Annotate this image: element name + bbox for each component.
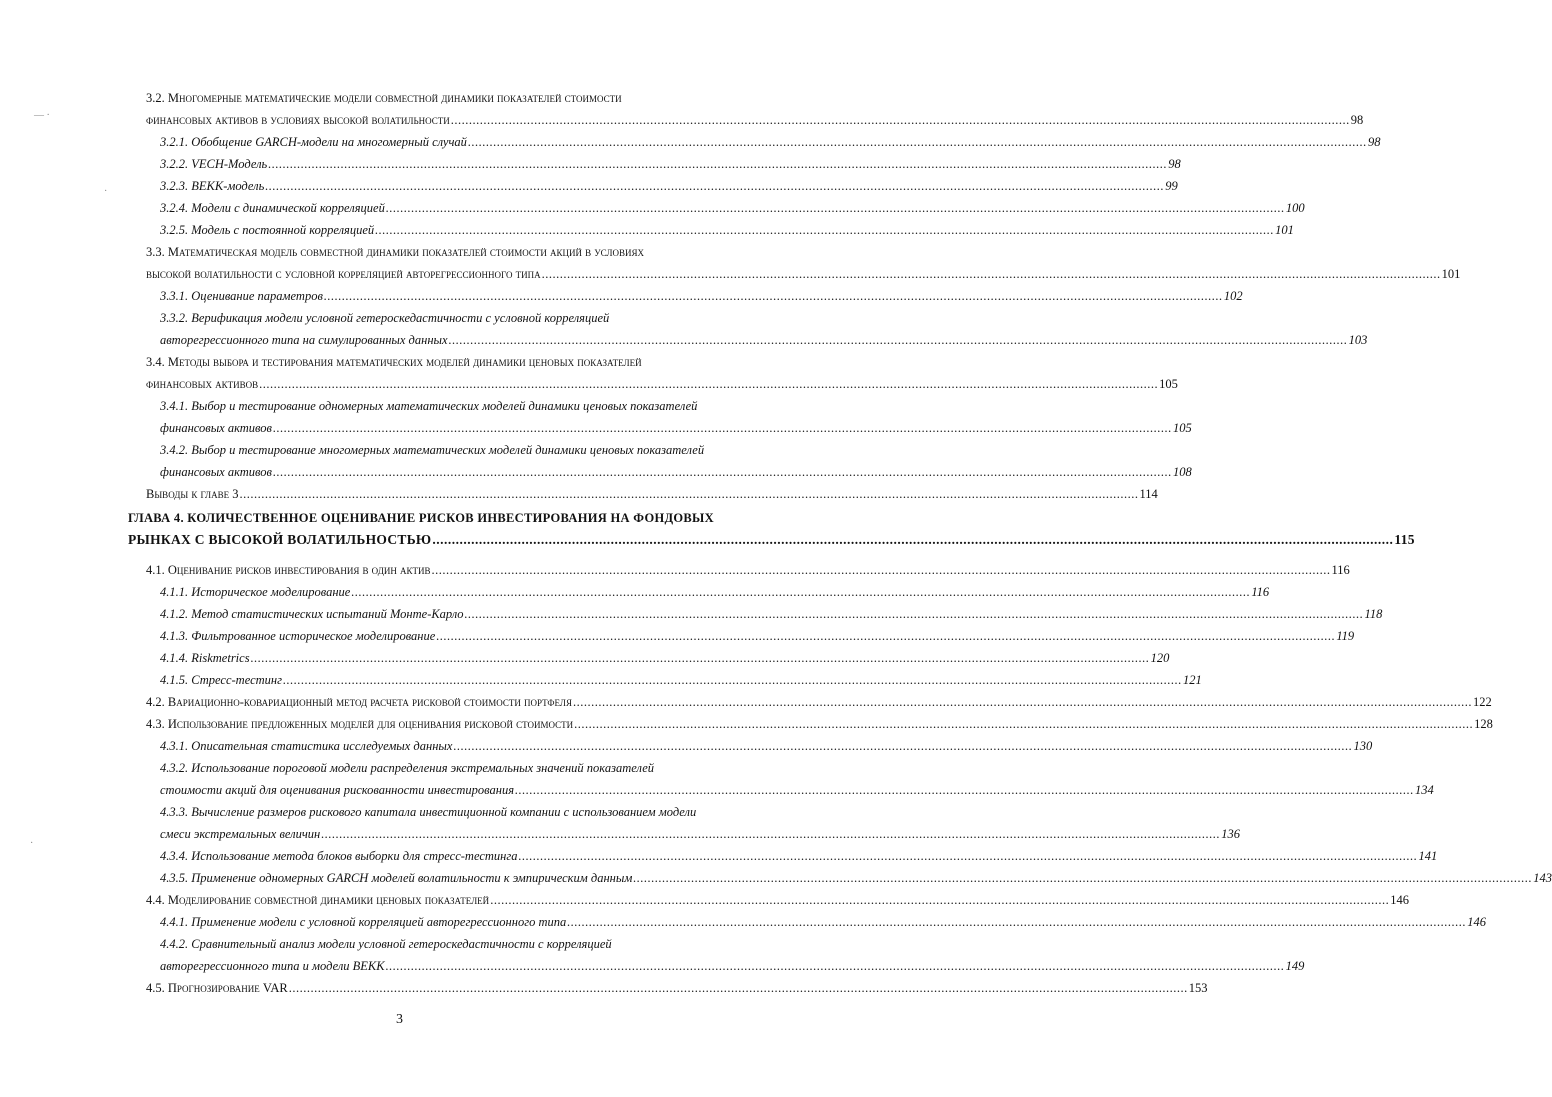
- toc-entry-3-2-4: 3.2.4. Модели с динамической корреляцией ..... 100: [160, 200, 712, 216]
- toc-entry-chapter-3-conclusions: Выводы к главе 3 ..... 114: [146, 486, 712, 502]
- toc-entry-3-4-line1: 3.4. Методы выбора и тестирования математических моделей динамики ценовых показателей: [146, 355, 642, 369]
- toc-entry-4-4-2-line1: 4.4.2. Сравнительный анализ модели условной гетероскедастичности с корреляцией: [160, 937, 612, 951]
- toc-entry-3-3-line1: 3.3. Математическая модель совместной динамики показателей стоимости акций в условиях: [146, 245, 644, 259]
- toc-entry-4-4-1: 4.4.1. Применение модели с условной корреляцией авторегрессионного типа ..... 146: [160, 914, 712, 930]
- toc-chapter-4-line1: ГЛАВА 4. КОЛИЧЕСТВЕННОЕ ОЦЕНИВАНИЕ РИСКОВ ИНВЕСТИРОВАНИЯ НА ФОНДОВЫХ: [128, 511, 714, 525]
- toc-entry-4-1-4: 4.1.4. Riskmetrics ..... 120: [160, 650, 712, 666]
- toc-entry-4-3-2-line1: 4.3.2. Использование пороговой модели распределения экстремальных значений показателей: [160, 761, 655, 775]
- toc-entry-4-3-2: стоимости акций для оценивания рискованности инвестирования ..... 134: [160, 782, 712, 798]
- toc-entry-4-4: 4.4. Моделирование совместной динамики ценовых показателей ..... 146: [146, 892, 712, 908]
- toc-entry-3-4-1: финансовых активов ..... 105: [160, 420, 712, 436]
- toc-entry-3-3-1: 3.3.1. Оценивание параметров ..... 102: [160, 288, 712, 304]
- toc-entry-3-2: [146, 112, 1364, 128]
- toc-entry-4-3-1: 4.3.1. Описательная статистика исследуемых данных ..... 130: [160, 738, 712, 754]
- toc-entry-4-3-5: 4.3.5. Применение одномерных GARCH моделей волатильности к эмпирическим данным ..... 143: [160, 870, 712, 886]
- toc-entry-3-3-2: авторегрессионного типа на симулированных данных ..... 103: [160, 332, 712, 348]
- toc-page-number: 98: [1350, 113, 1364, 127]
- page-number: 3: [396, 1012, 403, 1027]
- leader-dots: [451, 112, 1350, 128]
- toc-entry-4-3-4: 4.3.4. Использование метода блоков выборки для стресс-тестинга ..... 141: [160, 848, 712, 864]
- toc-entry-4-1: 4.1. Оценивание рисков инвестирования в один актив ..... 116: [146, 562, 712, 578]
- scan-mark: ·: [30, 838, 34, 849]
- toc-entry-3-3: высокой волатильности с условной корреляцией авторегрессионного типа ..... 101: [146, 266, 712, 282]
- toc-chapter-4: РЫНКАХ С ВЫСОКОЙ ВОЛАТИЛЬНОСТЬЮ ..... 115: [128, 532, 712, 548]
- toc-entry-3-2-3: 3.2.3. BEKK-модель ..... 99: [160, 178, 712, 194]
- toc-entry-text: финансовых активов в условиях высокой волатильности: [146, 113, 450, 127]
- toc-entry-4-3: 4.3. Использование предложенных моделей для оценивания рисковой стоимости ..... 128: [146, 716, 712, 732]
- toc-entry-3-2-2: 3.2.2. VECH-Модель ..... 98: [160, 156, 712, 172]
- toc-entry-4-5: 4.5. Прогнозирование VAR ..... 153: [146, 980, 712, 996]
- scan-mark: ‒‒ ·: [34, 110, 50, 121]
- toc-entry-3-4-2: финансовых активов ..... 108: [160, 464, 712, 480]
- toc-entry-3-4: финансовых активов ..... 105: [146, 376, 712, 392]
- scan-mark: ·: [104, 186, 108, 197]
- toc-entry-3-2-line1: 3.2. Многомерные математические модели совместной динамики показателей стоимости: [146, 91, 622, 105]
- toc-entry-4-4-2: авторегрессионного типа и модели BEKK ..... 149: [160, 958, 712, 974]
- toc-entry-3-2-1: 3.2.1. Обобщение GARCH-модели на многомерный случай ..... 98: [160, 134, 712, 150]
- toc-entry-4-1-3: 4.1.3. Фильтрованное историческое моделирование ..... 119: [160, 628, 712, 644]
- toc-entry-3-4-2-line1: 3.4.2. Выбор и тестирование многомерных математических моделей динамики ценовых показателей: [160, 443, 705, 457]
- toc-entry-4-1-2: 4.1.2. Метод статистических испытаний Монте-Карло ..... 118: [160, 606, 712, 622]
- toc-entry-4-3-3-line1: 4.3.3. Вычисление размеров рискового капитала инвестиционной компании с использованием модели: [160, 805, 697, 819]
- toc-entry-4-1-1: 4.1.1. Историческое моделирование ..... 116: [160, 584, 712, 600]
- toc-entry-3-4-1-line1: 3.4.1. Выбор и тестирование одномерных математических моделей динамики ценовых показателей: [160, 399, 698, 413]
- toc-entry-4-3-3: смеси экстремальных величин ..... 136: [160, 826, 712, 842]
- toc-entry-4-1-5: 4.1.5. Стресс-тестинг ..... 121: [160, 672, 712, 688]
- toc-entry-3-2-5: 3.2.5. Модель с постоянной корреляцией ..... 101: [160, 222, 712, 238]
- toc-entry-4-2: 4.2. Вариационно-ковариационный метод расчета рисковой стоимости портфеля ..... 122: [146, 694, 712, 710]
- toc-entry-3-3-2-line1: 3.3.2. Верификация модели условной гетероскедастичности с условной корреляцией: [160, 311, 610, 325]
